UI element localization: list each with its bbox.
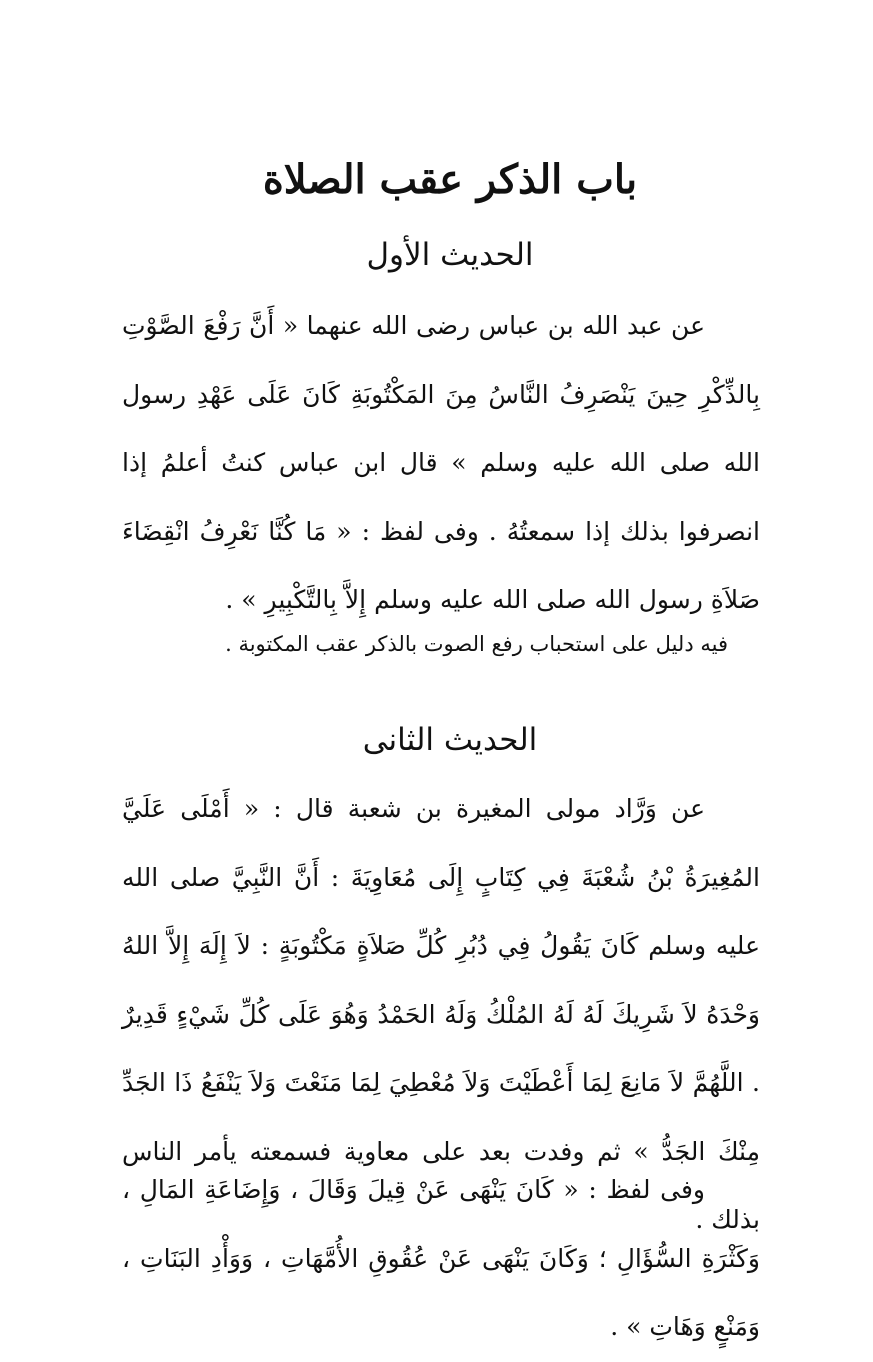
hadith-1-heading: الحديث الأول (366, 237, 534, 273)
hadith-2-paragraph: عن وَرَّاد مولى المغيرة بن شعبة قال : « أَمْلَى عَلَيَّ المُغِيرَةُ بْنُ شُعْبَةَ فِي كِتَابٍ إِلَى مُعَاوِيَةَ : أَنَّ النَّبِيَّ صلى الله عليه وسلم كَانَ يَقُولُ فِي دُبُرِ كُلِّ صَلاَةٍ مَكْتُوبَةٍ : لاَ إِلَهَ إِلاَّ اللهُ وَحْدَهُ لاَ شَرِيكَ لَهُ لَهُ المُلْكُ وَلَهُ الحَمْدُ وَهُوَ عَلَى كُلِّ شَيْءٍ قَدِيرٌ . اللَّهُمَّ لاَ مَانِعَ لِمَا أَعْطَيْتَ وَلاَ مُعْطِيَ لِمَا مَنَعْتَ وَلاَ يَنْفَعُ ذَا الجَدِّ مِنْكَ الجَدُّ » ثم وفدت بعد على معاوية فسمعته يأمر الناس بذلك . (122, 794, 760, 1234)
hadith-2-variant-text (122, 1156, 760, 1362)
chapter-title: باب الذكر عقب الصلاة (262, 156, 638, 203)
hadith-2-heading: الحديث الثانى (362, 722, 538, 758)
hadith-1-text (122, 292, 760, 635)
hadith-1-paragraph: عن عبد الله بن عباس رضى الله عنهما « أَنَّ رَفْعَ الصَّوْتِ بِالذِّكْرِ حِينَ يَنْصَرِفُ النَّاسُ مِنَ المَكْتُوبَةِ كَانَ عَلَى عَهْدِ رسول الله صلى الله عليه وسلم » قال ابن عباس كنتُ أعلمُ إذا انصرفوا بذلك إذا سمعتُهُ . وفى لفظ : « مَا كُنَّا نَعْرِفُ انْقِضَاءَ صَلاَةِ رسول الله صلى الله عليه وسلم إِلاَّ بِالتَّكْبِيرِ » . (122, 311, 760, 614)
hadith-2-variant-paragraph: وفى لفظ : « كَانَ يَنْهَى عَنْ قِيلَ وَقَالَ ، وَإِضَاعَةِ المَالِ ، وَكَثْرَةِ السُّؤَالِ ؛ وَكَانَ يَنْهَى عَنْ عُقُوقِ الأُمَّهَاتِ ، وَوَأْدِ البَنَاتِ ، وَمَنْعٍ وَهَاتِ » . (122, 1175, 760, 1341)
hadith-1-commentary: فيه دليل على استحباب رفع الصوت بالذكر عقب المكتوبة . (225, 632, 728, 656)
